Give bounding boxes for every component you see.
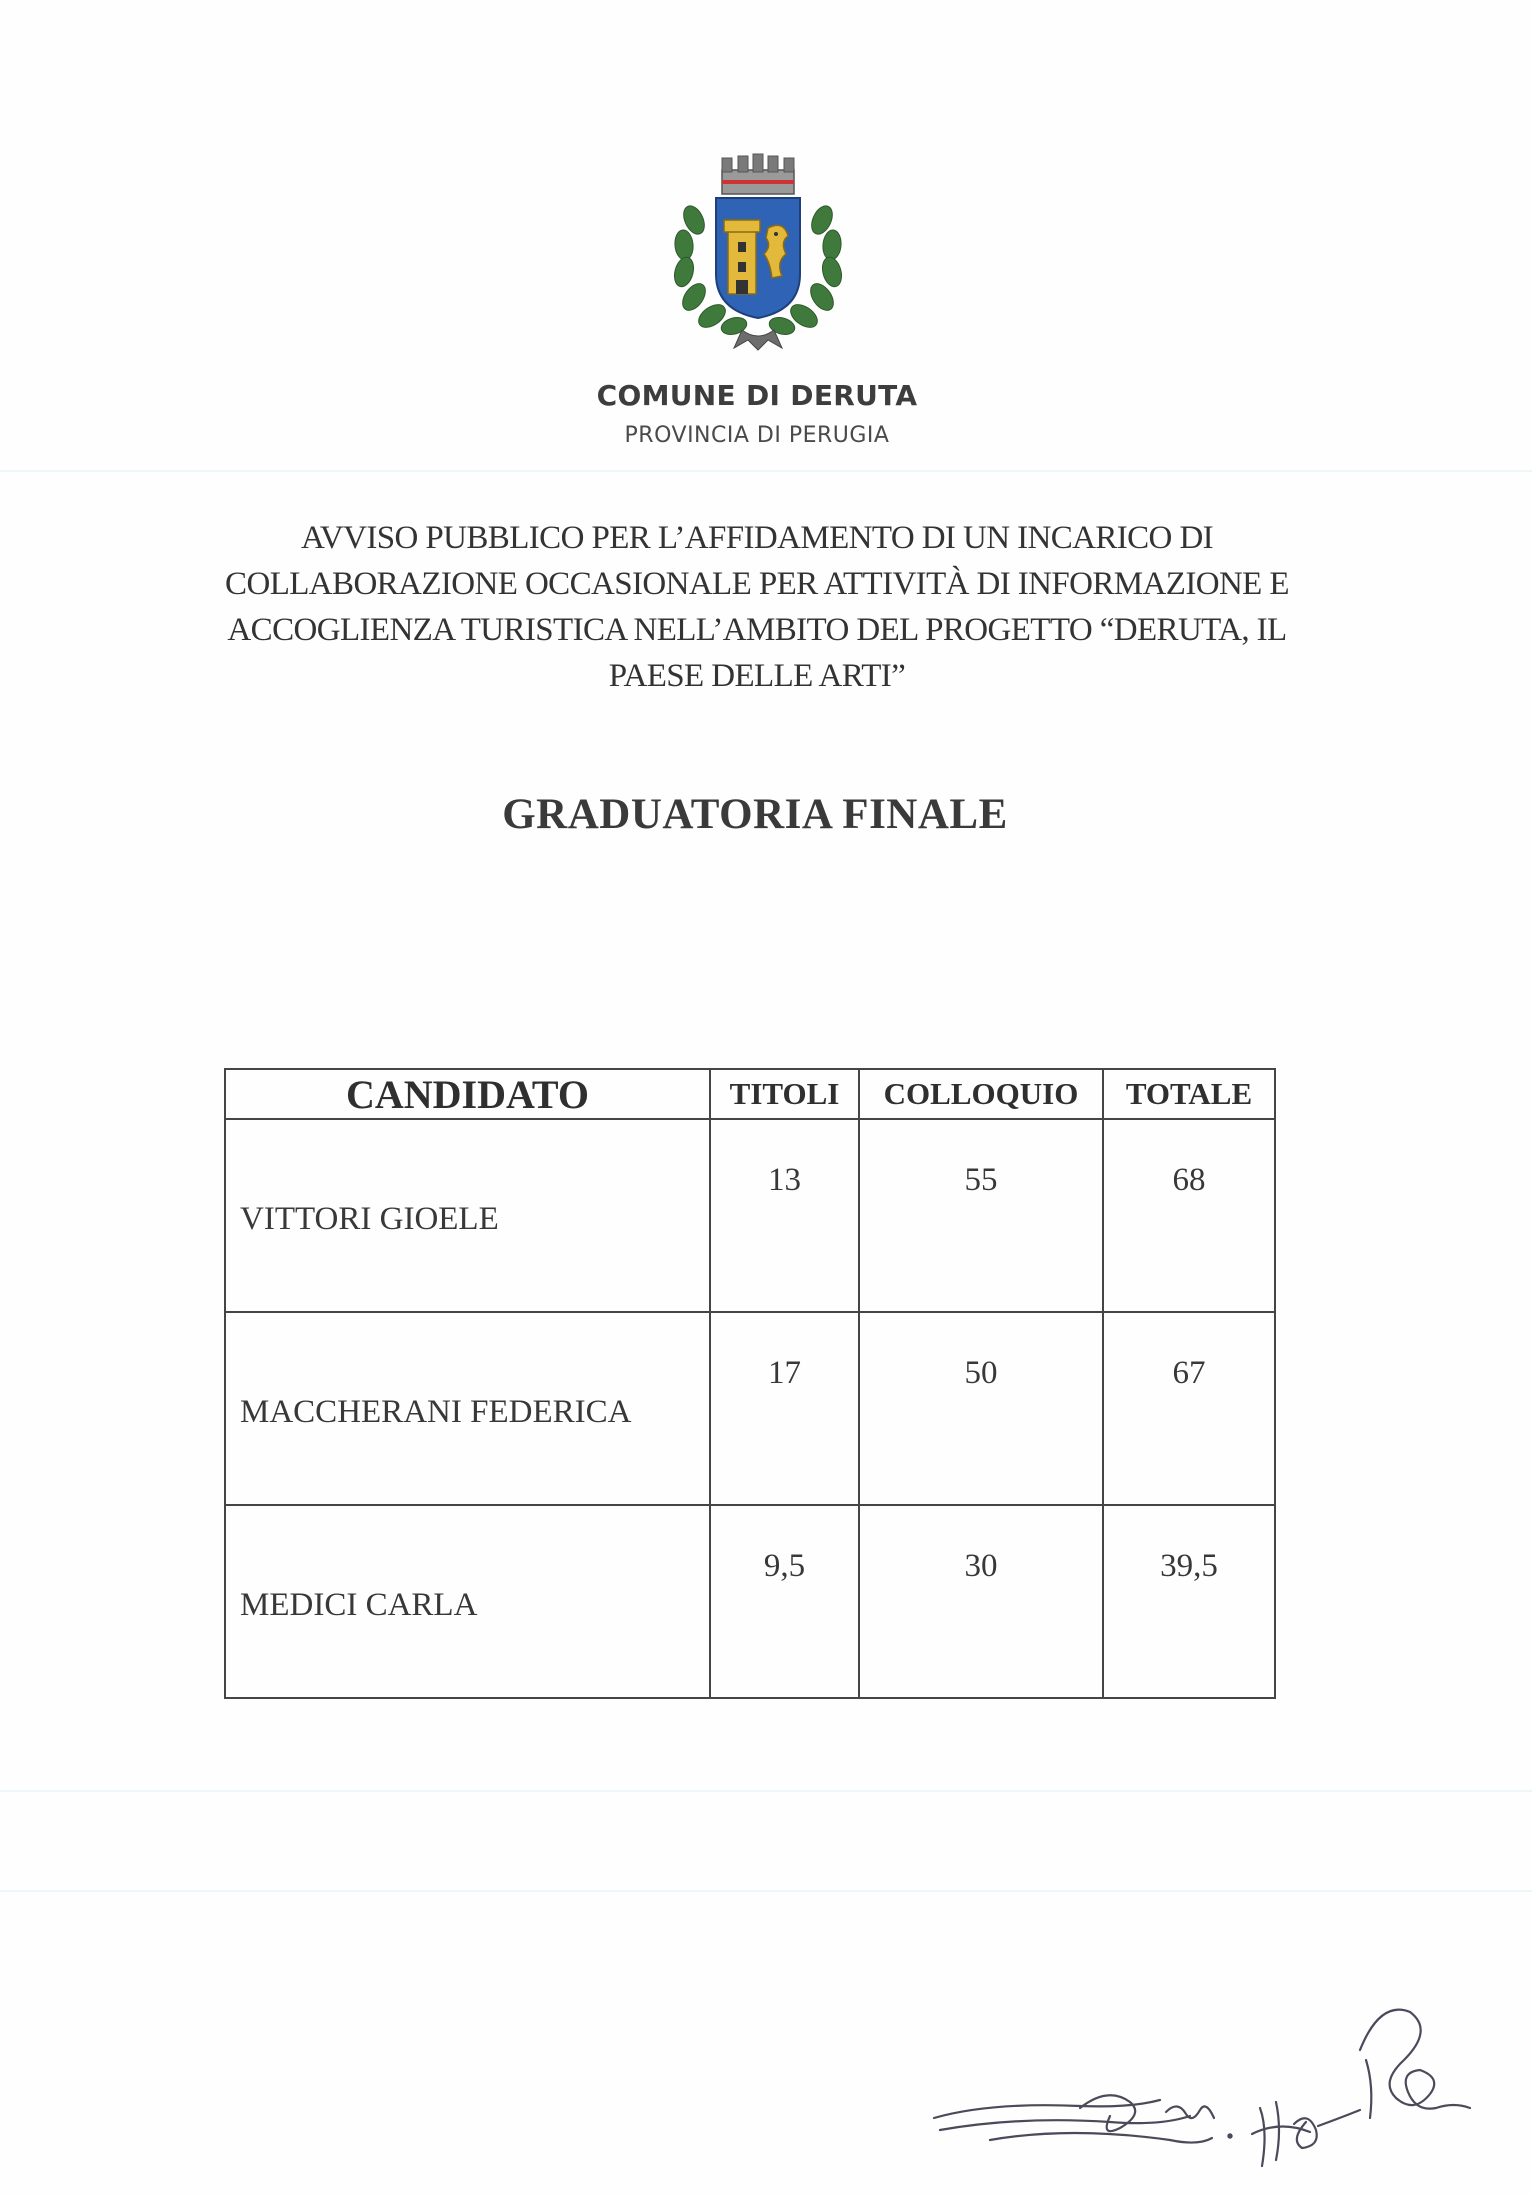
scan-artifact [0, 1790, 1532, 1792]
notice-title-line: COLLABORAZIONE OCCASIONALE PER ATTIVITÀ DI INFORMAZIONE E [225, 566, 1289, 602]
province-name: PROVINCIA DI PERUGIA [624, 423, 890, 448]
notice-title [120, 515, 1394, 699]
titoli-score: 17 [710, 1312, 859, 1505]
totale-score: 67 [1103, 1312, 1275, 1505]
titoli-score: 9,5 [710, 1505, 859, 1698]
coat-of-arms-icon [672, 150, 844, 352]
column-header-candidato: CANDIDATO [225, 1069, 710, 1119]
titoli-score: 13 [710, 1119, 859, 1312]
notice-title-line: AVVISO PUBBLICO PER L’AFFIDAMENTO DI UN INCARICO DI [300, 520, 1214, 556]
column-header-titoli: TITOLI [710, 1069, 859, 1119]
scan-artifact [0, 470, 1532, 472]
candidate-name: MACCHERANI FEDERICA [225, 1312, 710, 1505]
notice-title-line: ACCOGLIENZA TURISTICA NELL’AMBITO DEL PROGETTO “DERUTA, IL [227, 612, 1287, 648]
colloquio-score: 55 [859, 1119, 1103, 1312]
signatures-icon [930, 1990, 1500, 2170]
table-header-row [225, 1069, 1275, 1119]
table-row [225, 1119, 1275, 1312]
column-header-totale: TOTALE [1103, 1069, 1275, 1119]
scan-artifact [0, 1890, 1532, 1892]
colloquio-score: 30 [859, 1505, 1103, 1698]
municipality-name: COMUNE DI DERUTA [596, 379, 918, 412]
colloquio-score: 50 [859, 1312, 1103, 1505]
totale-score: 39,5 [1103, 1505, 1275, 1698]
ranking-title: GRADUATORIA FINALE [502, 791, 1008, 838]
table-row [225, 1312, 1275, 1505]
ranking-table [224, 1068, 1276, 1699]
notice-title-line: PAESE DELLE ARTI” [608, 658, 906, 694]
candidate-name: MEDICI CARLA [225, 1505, 710, 1698]
candidate-name: VITTORI GIOELE [225, 1119, 710, 1312]
table-row [225, 1505, 1275, 1698]
column-header-colloquio: COLLOQUIO [859, 1069, 1103, 1119]
totale-score: 68 [1103, 1119, 1275, 1312]
